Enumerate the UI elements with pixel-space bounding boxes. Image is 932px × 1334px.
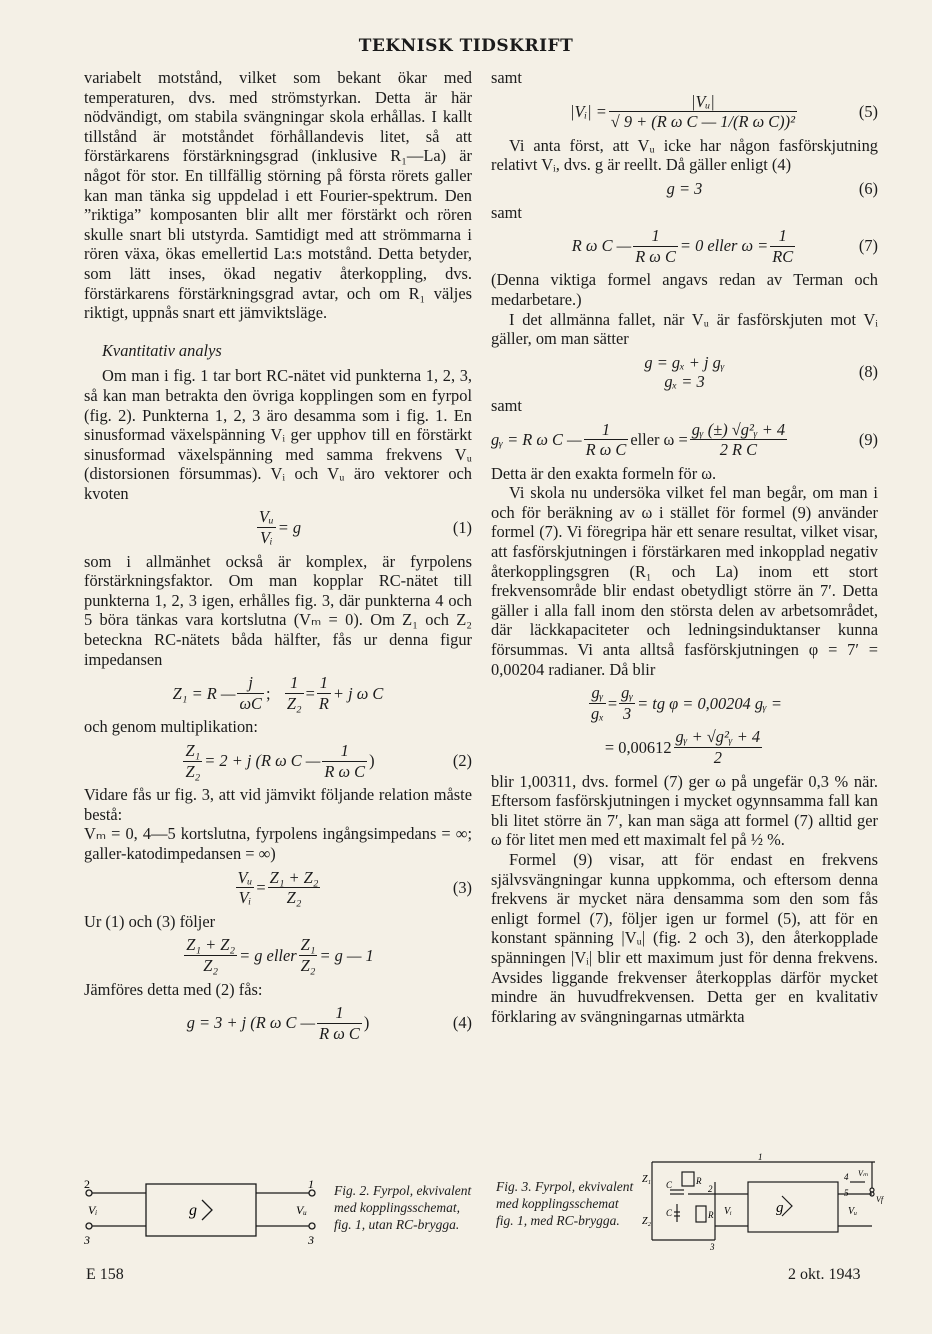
equation-6 [491,179,878,199]
z2-label: Z₂ [642,1216,652,1227]
eq-num: |Vᵤ| [609,92,797,113]
eq-num: 1 [317,673,331,694]
eq-num: Z₁ + Z₂ [269,867,319,887]
point-3-left-label: 3 [84,1233,90,1247]
eq-den: Z₂ [286,693,302,713]
equation-number: (8) [858,362,878,382]
vm-label: Vₘ [858,1169,868,1178]
eq-num: gᵧ [621,683,634,703]
right-column [491,68,878,1026]
equation-number: (6) [858,178,878,198]
eq-den: Z₂ [286,888,302,908]
eq-den: Vᵢ [260,528,273,548]
eq-part: g = 3 [666,178,703,198]
eq-den: RC [772,246,794,266]
equation-number: (7) [858,236,878,256]
eq-num: 1 [322,741,367,762]
eq-num: 1 [285,673,304,694]
equation-4 [84,1003,472,1043]
paragraph: samt [491,202,522,222]
eq-den: R [318,693,329,713]
eq-den: Vᵢ [238,888,252,908]
eq-part: = g eller [239,945,297,965]
eq-den: R ω C [319,1023,360,1043]
eq-num: gᵧ + √g²ᵧ + 4 [675,727,761,747]
eq-part: g = 3 + j (R ω C — [186,1013,316,1033]
eq-part: = 2 + j (R ω C — [204,751,321,771]
equation-number: (4) [452,1013,472,1033]
equation-consequence [84,935,472,975]
eq-num: 1 [770,226,795,247]
equation-8 [491,353,878,392]
paragraph: Ur (1) och (3) följer [84,911,216,931]
eq-part: + j ω C [332,683,384,703]
eq-part: ) [369,751,375,771]
terminal-3-right [309,1223,315,1229]
eq-part: |Vᵢ| = [569,101,607,121]
eq-num: Z₁ + Z₂ [186,935,236,955]
eq-line: g = gₓ + j gᵧ [644,352,725,372]
figure-3-diagram [640,1152,885,1252]
equation-2 [84,741,472,781]
fourpole-box [146,1184,256,1236]
eq-den: 3 [623,703,632,723]
left-column [84,68,472,1047]
fourpole-box [748,1182,838,1232]
paragraph: och genom multiplikation: [84,717,258,737]
paragraph: samt [491,395,522,415]
terminal-3-left [86,1223,92,1229]
point-1-label: 1 [308,1178,314,1191]
point-4-label: 4 [844,1172,849,1182]
eq-num: Vᵤ [237,867,253,887]
eq-den: 2 R C [719,440,758,460]
eq-num: 1 [317,1003,362,1024]
eq-part: = [305,683,315,703]
eq-num: j [237,673,264,694]
r1-label: R [696,1176,702,1186]
eq-den: gₓ [591,703,604,723]
paragraph: Vi skola nu undersöka vilket fel man begår, om man i och för beräkning av ω i stället för formel (9) använder formel (7). Vi föregripa här ett senare resultat, vilket visar, att fasförskjutningen i förstärkaren med inkopplad negativ återkopplingsgren (R₁ och La) inom ett stort frekvensområde blir endast obetydligt större än 7′. Detta gäller i alla fall inom den största delen av arbetsområdet, där läckkapaciteter och ledningsinduktanser kunna försummas. Vi anta alltså fasförskjutningen φ = 7′ = 0,00204 radianer. Då blir [491,483,878,679]
eq-part: = g — 1 [319,945,374,965]
equation-number: (1) [452,517,472,537]
eq-part: = 0,00612 [604,737,672,757]
eq-part: R ω C — [571,236,632,256]
c1-label: C [666,1180,673,1190]
figure-2-caption: Fig. 2. Fyrpol, ekvivalent med kopplingsschemat, fig. 1, utan RC-brygga. [334,1183,472,1232]
paragraph: som i allmänhet också är komplex, är fyrpolens förstärkningsfaktor. Om man kopplar RC-nätet till punkterna 1, 2, 3 igen, erhålles fig. 3, där punkterna 4 och 5 böra tänkas vara kortslutna (Vₘ = 0). Om Z₁ och Z₂ beteckna RC-nätets båda hälfter, fås ur denna figur impedansen [84,551,472,669]
point-3-right-label: 3 [308,1233,314,1247]
paragraph: Detta är den exakta formeln för ω. [491,463,717,483]
resistor-r1 [682,1172,694,1186]
eq-sep: ; [265,683,271,703]
equation-10 [491,683,878,723]
point-1-label: 1 [758,1152,763,1162]
eq-num: 1 [633,226,678,247]
eq-den: R ω C [585,440,627,460]
z1-label: Z₁ [642,1174,652,1185]
vu-label: Vᵤ [848,1206,858,1217]
paragraph: samt [491,68,522,87]
eq-part: = 0 eller ω = [679,236,769,256]
vu-label: Vᵤ [296,1203,307,1217]
section-heading: Kvantitativ analys [102,340,222,360]
equation-9 [491,420,878,460]
journal-header: TEKNISK TIDSKRIFT [358,36,574,56]
resistor-r2 [696,1206,706,1222]
equation-7 [491,226,878,266]
eq-part: ) [363,1013,370,1033]
paragraph: blir 1,00311, dvs. formel (7) ger ω på ungefär 0,3 % när. Eftersom fasförskjutningen i mycket ogynnsamma fall kan bli litet större än 7′, kan man säga att formel (7) alltid ger ω för litet men med ett maximalt fel på ½ %. [491,771,878,850]
r2-label: R [708,1210,714,1220]
equation-number: (2) [452,751,472,771]
eq-den: ωC [239,693,262,713]
equation-impedance [84,673,472,713]
equation-5 [491,92,878,132]
paragraph: Vidare fås ur fig. 3, att vid jämvikt följande relation måste bestå: [84,785,472,824]
eq-num: gᵧ (±) √g²ᵧ + 4 [691,419,786,439]
equation-number: (3) [452,877,472,897]
eq-part: = tg φ = 0,00204 gᵧ = [637,693,782,713]
eq-den: R ω C [635,246,676,266]
paragraph: Vi anta först, att Vᵤ icke har någon fasförskjutning relativt Vᵢ, dvs. g är reellt. Då gäller enligt (4) [491,135,878,175]
point-2-label: 2 [84,1178,90,1191]
vi-label: Vᵢ [88,1203,98,1217]
paragraph: I det allmänna fallet, när Vᵤ är fasförskjuten mot Vᵢ gäller, om man sätter [491,309,878,349]
point-2-label: 2 [708,1184,713,1194]
c2-label: C [666,1208,673,1218]
equation-number: (9) [858,429,878,449]
page-number: E 158 [86,1266,124,1283]
eq-rhs: = g [277,517,302,537]
eq-part: = [607,693,618,713]
eq-den: Z₂ [185,761,201,781]
eq-line: gₓ = 3 [664,372,705,392]
gain-label: g [776,1200,784,1216]
eq-num: Z₁ [185,741,201,760]
paragraph: (Denna viktiga formel angavs redan av Terman och medarbetare.) [491,270,878,309]
eq-part: gᵧ = R ω C — [491,429,582,449]
paragraph: Formel (9) visar, att för endast en frekvens självsvängningar kunna uppkomma, och eftersom denna frekvens är mycket nära densamma som den som fås enligt formel (7), följer igen ur formel (5), att för en konstant spänning |Vᵤ| (fig. 2 och 3), den återkopplade spänningen |Vᵢ| blir ett maximum just för denna frekvens. Avsides liggande frekvenser återkopplas därför mycket mindre än huvudfrekvensen. Detta ger en kvalitativ förklaring av svängningarnas utmärkta [491,849,878,1026]
equation-3 [84,868,472,908]
paragraph: variabelt motstånd, vilket som bekant ökar med temperaturen, dvs. med strömstyrkan. Detta är här nödvändigt, om stabila svängningar skola erhållas. I kallt tillstånd är motståndet förhållandevis litet, så att förstärkarens förstärkningsgrad (inklusive R₁—La) är något för stor. En tillfällig störning på första rörets galler kan man tänka sig uppdelad i ett Fourier-spektrum. Den ”riktiga” komposanten blir allt mer förstärkt och rören skulle snart bli utstyrda. Samtidigt med att strömmarna i rören växa, ökas emellertid La:s motstånd. Detta betyder, som lätt inses, ökad negativ återkoppling, dvs. förstärkarens förstärkningsgrad avtar, och om R₁ väljes riktigt, uppnås snart ett jämviktsläge. [84,68,472,323]
equation-1 [84,507,472,547]
eq-den: Z₂ [203,955,219,975]
eq-part: eller ω = [630,429,688,449]
gain-label: g [189,1202,197,1219]
figure-3-caption: Fig. 3. Fyrpol, ekvivalent med kopplingsschemat fig. 1, med RC-brygga. [496,1179,634,1228]
paragraph: Vₘ = 0, 4—5 kortslutna, fyrpolens ingångsimpedans = ∞; galler-katodimpedansen = ∞) [84,824,472,863]
point-5-label: 5 [844,1188,849,1198]
eq-den: 2 [713,748,722,767]
figure-2-diagram [84,1178,334,1258]
equation-number: (5) [858,101,878,121]
eq-num: 1 [584,420,629,441]
issue-date: 2 okt. 1943 [788,1266,861,1283]
point-3-label: 3 [710,1242,715,1252]
eq-part: = [256,877,266,897]
eq-part: Z₁ = R — [172,683,236,703]
eq-num: gᵧ [589,683,606,704]
paragraph: Jämföres detta med (2) fås: [84,979,263,999]
eq-den: √ 9 + (R ω C — 1/(R ω C))² [610,112,796,132]
eq-num: Z₁ [300,935,316,955]
paragraph: Om man i fig. 1 tar bort RC-nätet vid punkterna 1, 2, 3, så kan man betrakta den övriga kopplingen som en fyrpol (fig. 2). Punkterna 1, 2, 3 äro desamma som i fig. 1. En sinusformad växelspänning Vᵢ ger upphov till en förstärkt sinusformad växelspänning med samma frekvens Vᵤ (distorsionen försummas). Vᵢ och Vᵤ äro vektorer och kvoten [84,366,472,503]
vi-label: Vᵢ [724,1206,732,1217]
eq-den: R ω C [324,761,366,781]
eq-num: Vᵤ [258,507,274,527]
vf-label: Vf [876,1195,884,1204]
eq-den: Z₂ [300,955,316,975]
equation-11 [491,727,878,767]
